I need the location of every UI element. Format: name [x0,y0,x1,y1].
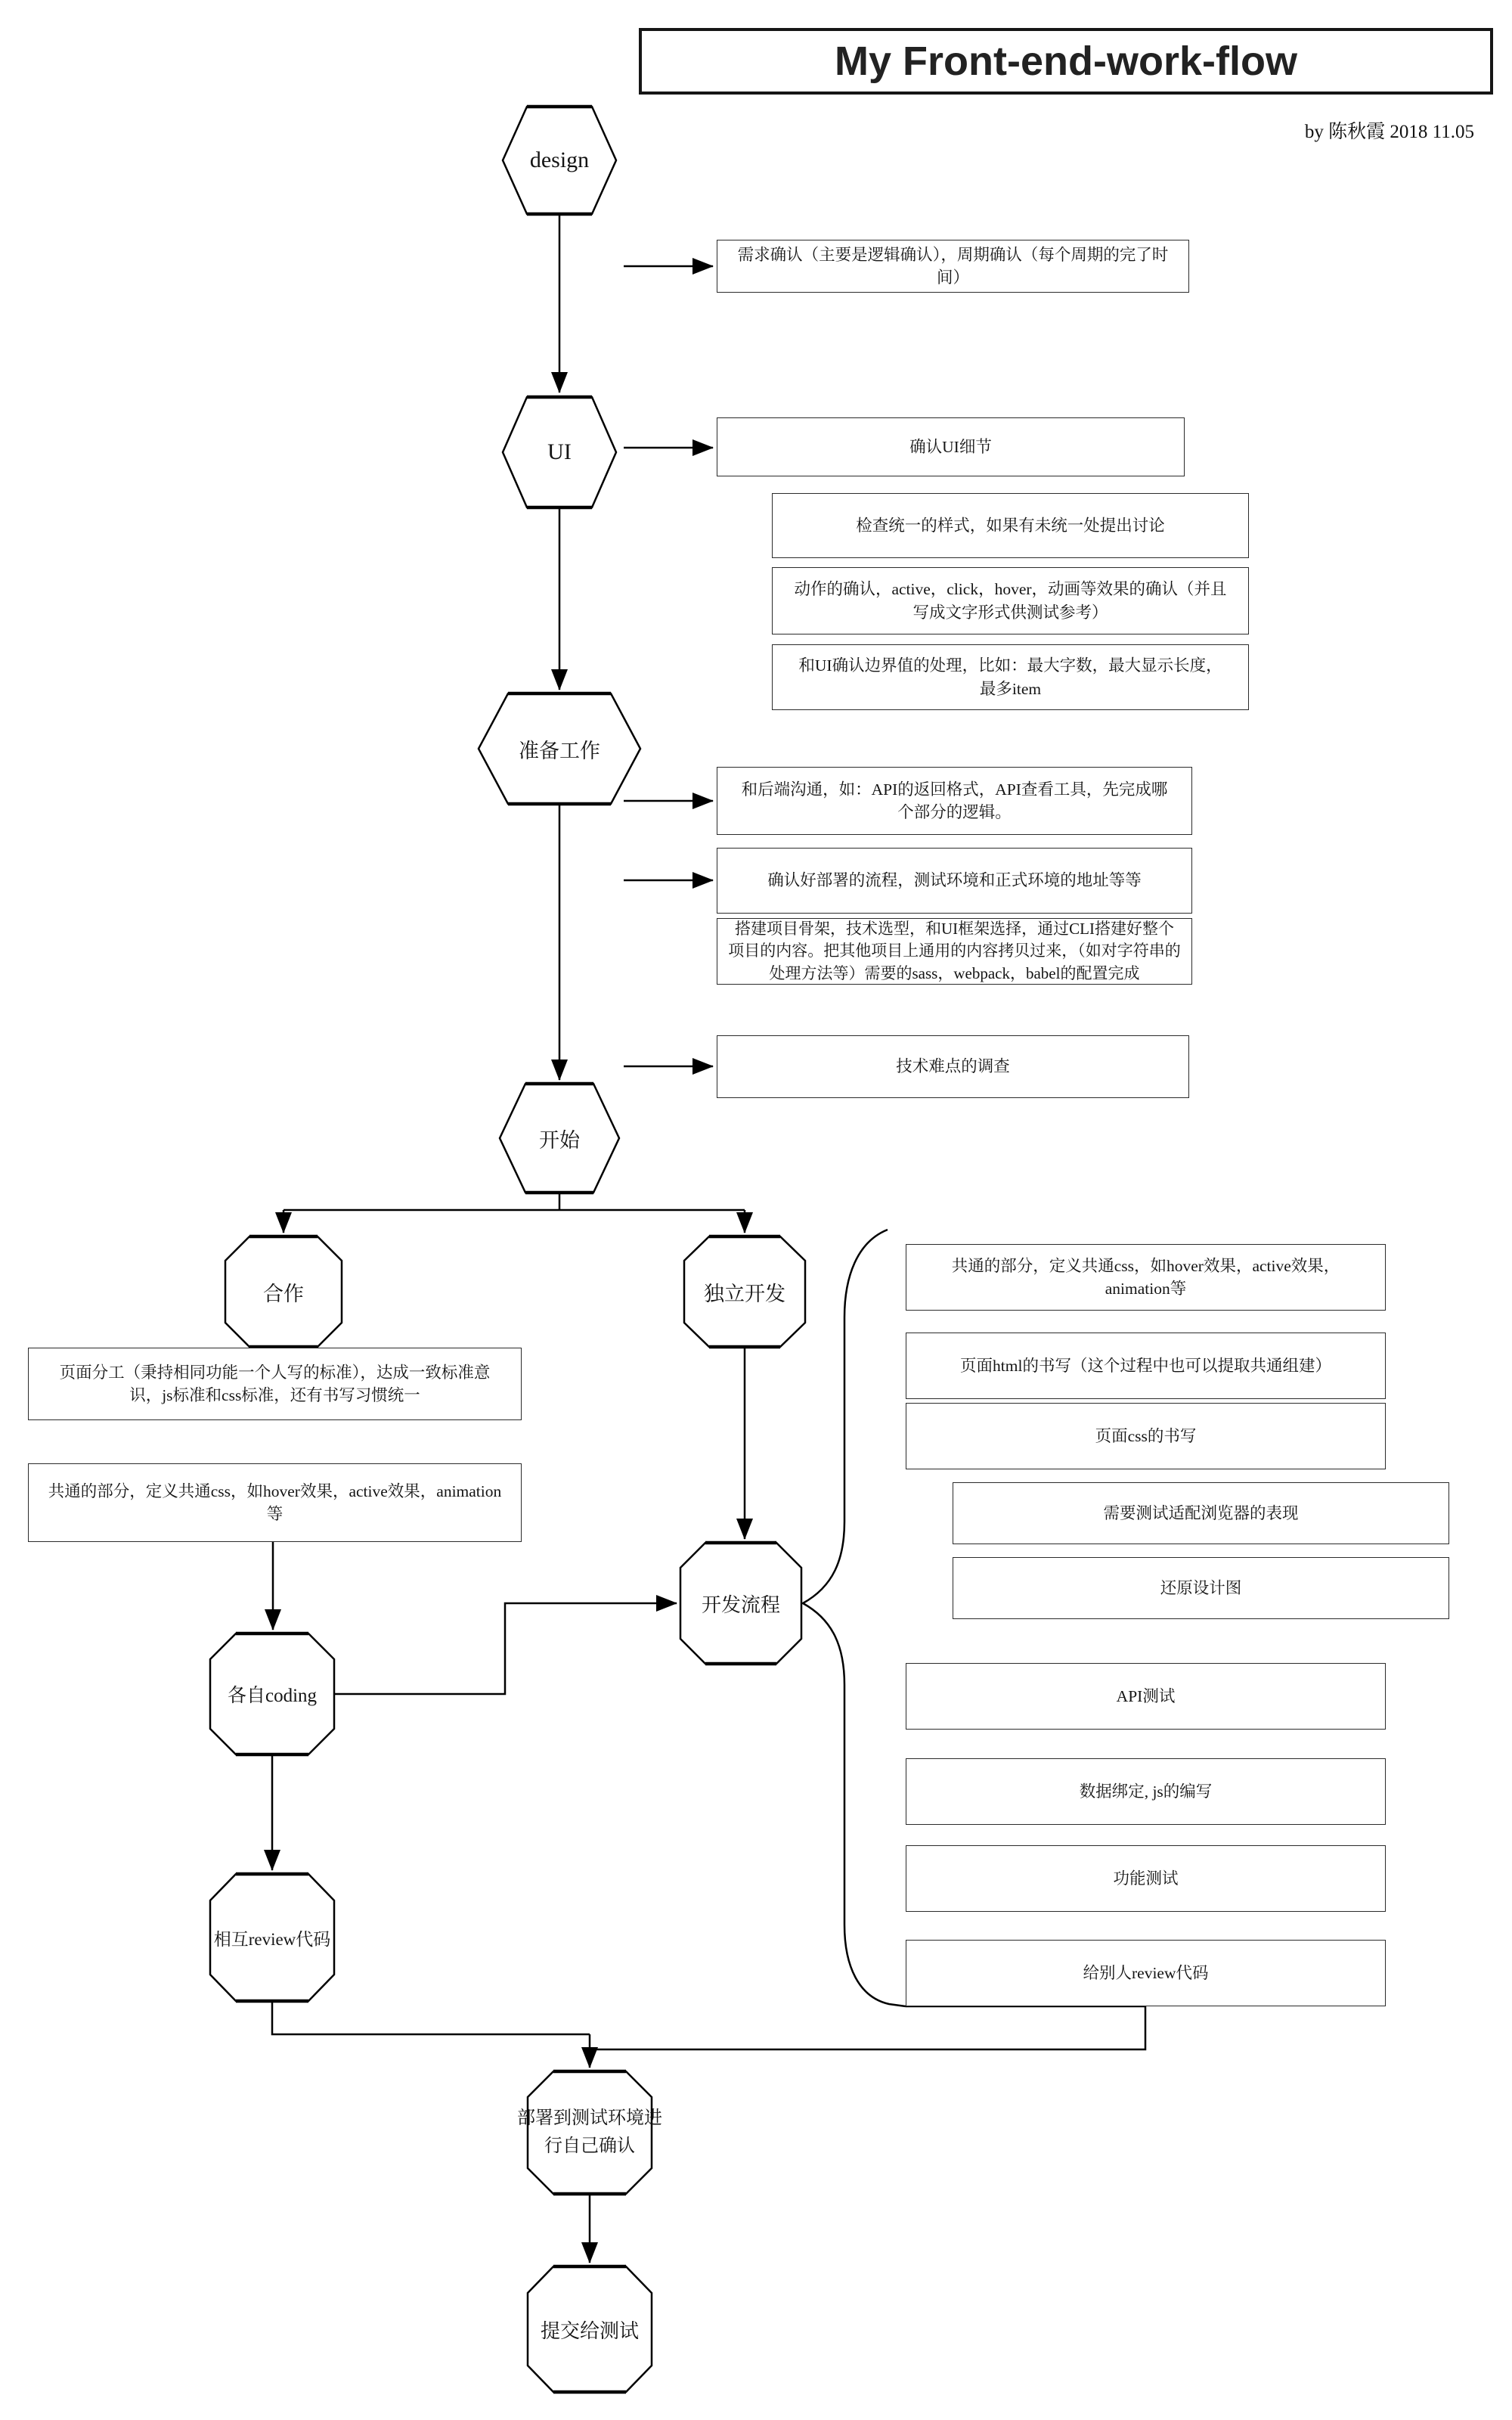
diagram-title-box [639,28,1493,95]
node-deploy-test-label: 部署到测试环境进行自己确认 [517,2108,662,2156]
node-collab-label: 合作 [263,1282,304,1305]
note-step-restore-design[interactable]: 还原设计图 [953,1557,1449,1619]
note-common-css-left[interactable]: 共通的部分，定义共通css，如hover效果，active效果，animation等 [28,1463,522,1542]
note-ui-boundary[interactable]: 和UI确认边界值的处理，比如：最大字数，最大显示长度，最多item [772,644,1249,710]
author-byline: by 陈秋霞 2018 11.05 [1304,122,1474,142]
diagram-title: My Front-end-work-flow [835,39,1297,84]
connector-coding-devflow [334,1603,677,1694]
note-requirement-confirm[interactable]: 需求确认（主要是逻辑确认），周期确认（每个周期的完了时间） [717,240,1189,293]
note-backend-comm[interactable]: 和后端沟通，如：API的返回格式，API查看工具，先完成哪个部分的逻辑。 [717,767,1192,835]
node-each-coding-label: 各自coding [227,1686,318,1706]
node-submit-qa-label: 提交给测试 [540,2319,639,2342]
note-step-func-test[interactable]: 功能测试 [906,1845,1386,1912]
note-ui-detail[interactable]: 确认UI细节 [717,417,1185,476]
note-step-peer-review[interactable]: 给别人review代码 [906,1940,1386,2006]
node-dev-flow-label: 开发流程 [701,1593,780,1616]
connector-start-split [284,1193,745,1210]
note-step-css[interactable]: 页面css的书写 [906,1403,1386,1469]
note-step-data-binding[interactable]: 数据绑定, js的编写 [906,1758,1386,1825]
note-step-browser-test[interactable]: 需要测试适配浏览器的表现 [953,1482,1449,1544]
node-mutual-review-label: 相互review代码 [213,1929,331,1949]
node-ui-label: UI [547,439,572,464]
node-solo-label: 独立开发 [704,1282,785,1305]
node-prep-label: 准备工作 [519,739,600,762]
note-page-split[interactable]: 页面分工（秉持相同功能一个人写的标准），达成一致标准意识，js标准和css标准，还有书写习惯统一 [28,1348,522,1420]
devflow-summary-brace [803,1230,906,2006]
note-tech-difficulty[interactable]: 技术难点的调查 [717,1035,1189,1098]
connector-review-merge [272,2001,590,2034]
node-design-label: design [529,147,590,172]
note-step-common-css[interactable]: 共通的部分，定义共通css，如hover效果，active效果，animation等 [906,1244,1386,1311]
note-ui-actions[interactable]: 动作的确认，active，click，hover，动画等效果的确认（并且写成文字形式供测试参考） [772,567,1249,634]
note-ui-style-check[interactable]: 检查统一的样式，如果有未统一处提出讨论 [772,493,1249,558]
note-step-html[interactable]: 页面html的书写（这个过程中也可以提取共通组建） [906,1333,1386,1399]
note-scaffold[interactable]: 搭建项目骨架，技术选型，和UI框架选择，通过CLI搭建好整个项目的内容。把其他项目上通用的内容拷贝过来，（如对字符串的处理方法等）需要的sass，webpack，babel的配置完成 [717,918,1192,985]
note-deploy-process[interactable]: 确认好部署的流程，测试环境和正式环境的地址等等 [717,848,1192,914]
connector-review2-merge [590,2006,1145,2049]
node-start-label: 开始 [539,1128,580,1152]
note-step-api-test[interactable]: API测试 [906,1663,1386,1730]
